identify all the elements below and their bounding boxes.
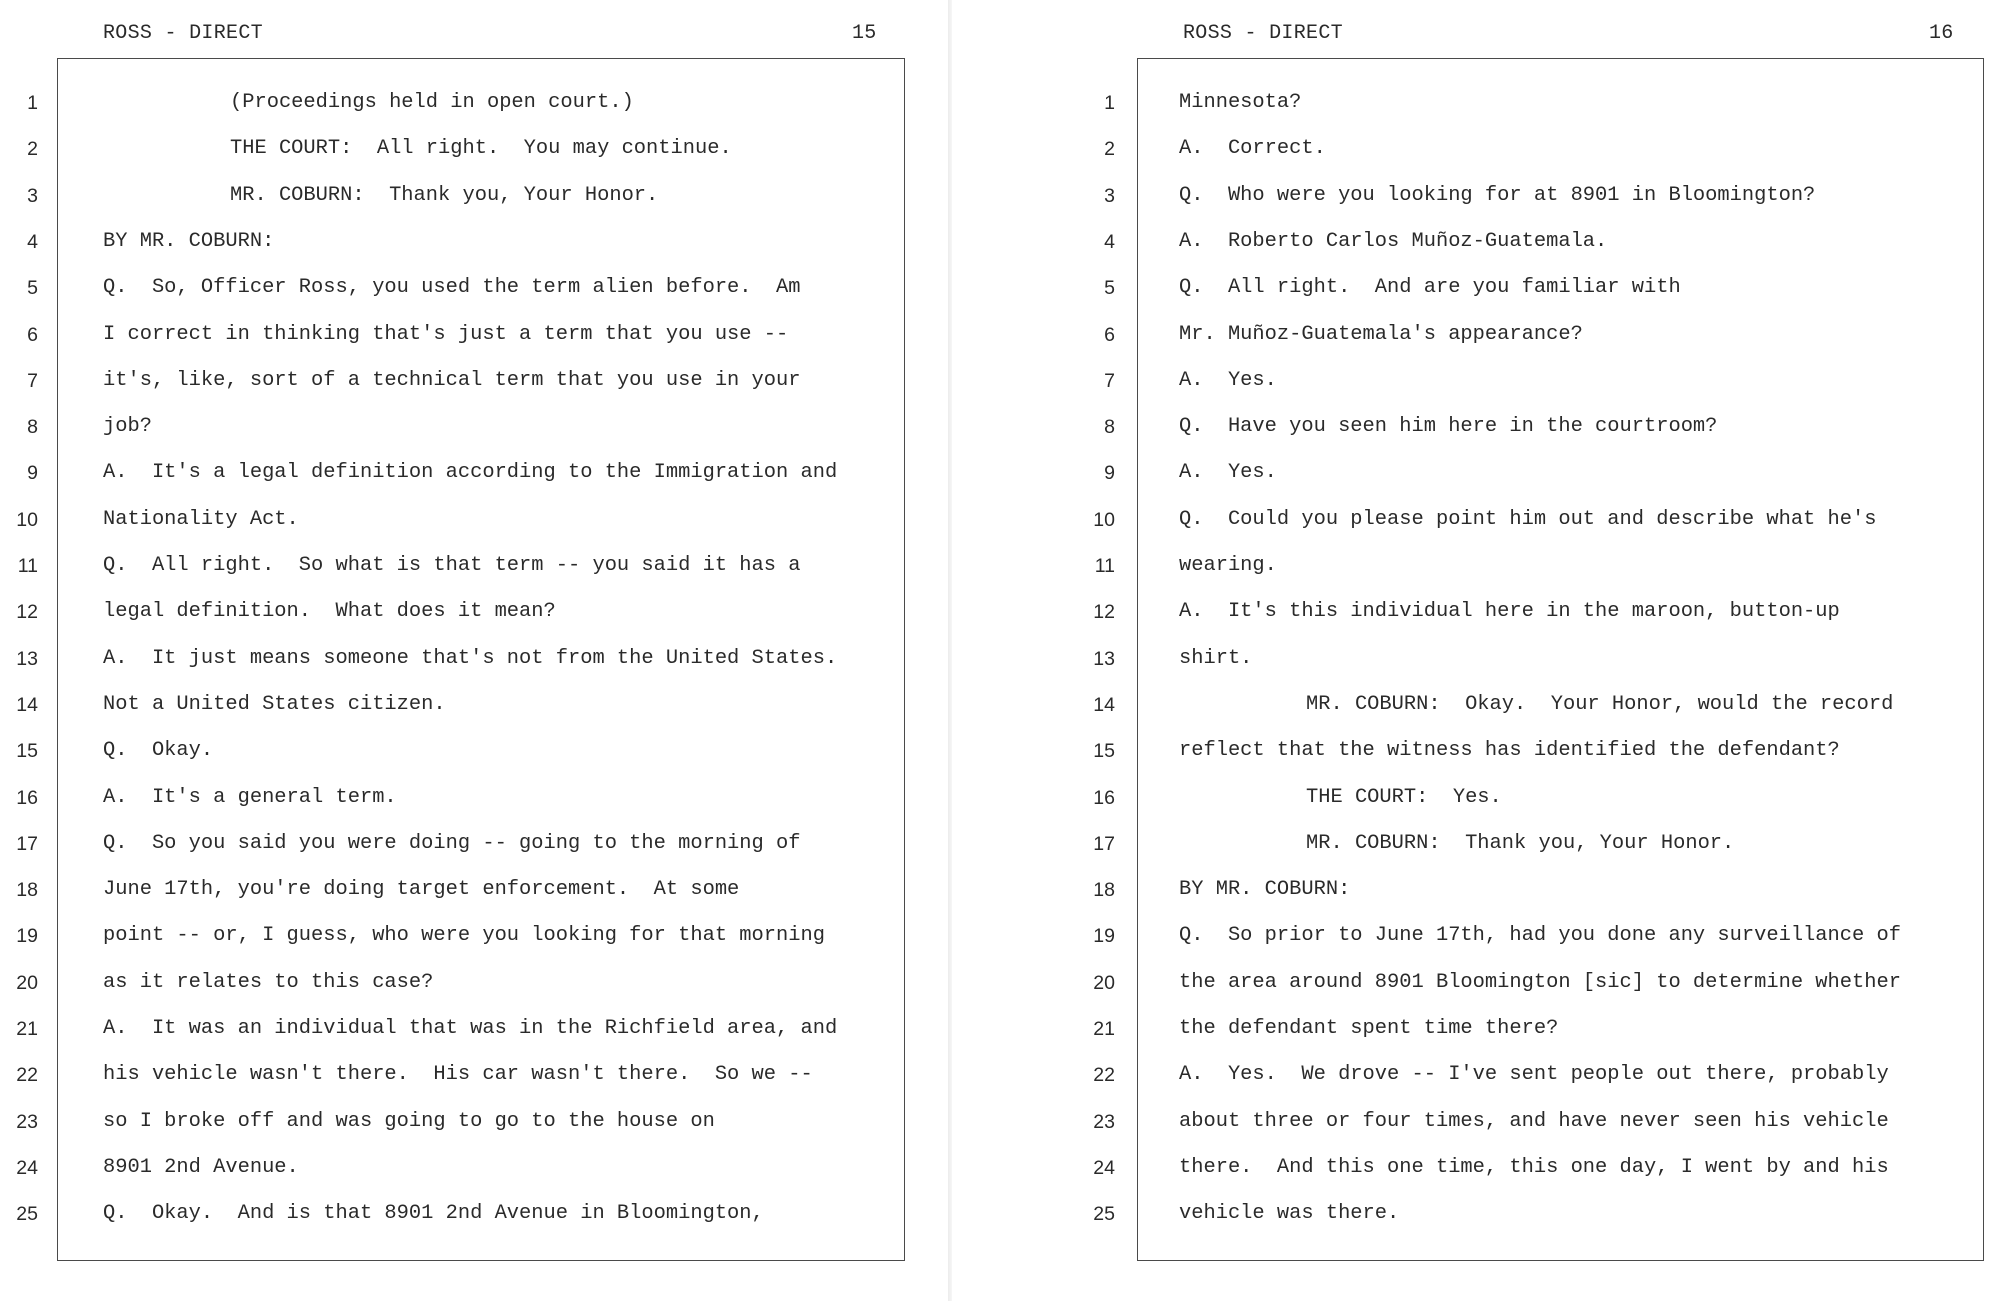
line-number: 1 [1104, 92, 1115, 114]
transcript-line-text: A. Yes. [1179, 461, 1277, 485]
transcript-line-text: Minnesota? [1179, 91, 1302, 114]
line-number: 16 [16, 786, 38, 809]
line-number: 12 [16, 601, 38, 624]
page-number: 16 [1929, 22, 1954, 45]
line-number: 15 [1093, 740, 1115, 763]
transcript-line-text: his vehicle wasn't there. His car wasn't there. So we -- [103, 1063, 813, 1087]
transcript-line-text: Q. All right. So what is that term -- you said it has a [103, 554, 801, 577]
transcript-line-text: Nationality Act. [103, 507, 299, 531]
line-number: 16 [1093, 786, 1115, 809]
transcript-line-text: BY MR. COBURN: [1179, 878, 1351, 902]
transcript-line-text: MR. COBURN: Okay. Your Honor, would the record [1306, 692, 1894, 716]
transcript-line-text: Q. So you said you were doing -- going to the morning of [103, 831, 801, 855]
line-number: 21 [1093, 1018, 1115, 1040]
transcript-line-text: THE COURT: Yes. [1306, 785, 1502, 809]
transcript-line-text: A. It just means someone that's not from the United States. [103, 646, 838, 670]
transcript-line-text: point -- or, I guess, who were you looking for that morning [103, 924, 825, 948]
line-number: 8 [27, 416, 38, 439]
line-number: 21 [16, 1018, 38, 1040]
transcript-line-text: wearing. [1179, 554, 1277, 577]
transcript-line-text: A. It's a general term. [103, 785, 397, 809]
transcript-line-text: MR. COBURN: Thank you, Your Honor. [230, 183, 659, 207]
line-number: 18 [1093, 879, 1115, 902]
transcript-line-text: A. Correct. [1179, 137, 1326, 161]
line-number: 10 [1093, 508, 1115, 531]
page-number: 15 [852, 22, 877, 45]
transcript-line-text: Q. All right. And are you familiar with [1179, 276, 1681, 300]
transcript-line-text: A. Roberto Carlos Muñoz-Guatemala. [1179, 229, 1608, 253]
line-number: 3 [27, 184, 38, 207]
transcript-line-text: Not a United States citizen. [103, 692, 446, 716]
transcript-line-text: so I broke off and was going to go to the house on [103, 1109, 715, 1133]
transcript-line-text: about three or four times, and have never seen his vehicle [1179, 1109, 1889, 1133]
line-number: 5 [27, 277, 38, 300]
transcript-line-text: job? [103, 415, 152, 439]
transcript-line-text: June 17th, you're doing target enforcement. At some [103, 878, 740, 902]
line-number: 19 [1093, 925, 1115, 948]
line-number: 5 [1104, 277, 1115, 300]
line-number: 1 [27, 92, 38, 114]
line-number: 2 [1104, 138, 1115, 161]
transcript-line-text: legal definition. What does it mean? [103, 600, 556, 624]
line-number: 9 [27, 462, 38, 485]
line-number: 24 [1093, 1156, 1115, 1179]
transcript-line-text: Q. So, Officer Ross, you used the term alien before. Am [103, 276, 801, 300]
line-number: 23 [1093, 1110, 1115, 1133]
transcript-line-text: Q. Okay. [103, 739, 214, 763]
line-number: 13 [1093, 647, 1115, 670]
line-number: 20 [16, 971, 38, 994]
line-number: 2 [27, 138, 38, 161]
line-number: 10 [16, 508, 38, 531]
line-number: 22 [1093, 1064, 1115, 1087]
transcript-line-text: Q. Who were you looking for at 8901 in Bloomington? [1179, 183, 1816, 207]
transcript-line-text: Q. Okay. And is that 8901 2nd Avenue in Bloomington, [103, 1202, 764, 1226]
line-number: 3 [1104, 184, 1115, 207]
line-number: 6 [27, 323, 38, 346]
line-number: 14 [1093, 693, 1115, 716]
transcript-line-text: A. Yes. [1179, 368, 1277, 392]
transcript-line-text: BY MR. COBURN: [103, 229, 275, 253]
transcript-page [0, 0, 948, 1301]
line-number: 25 [16, 1203, 38, 1226]
line-number: 7 [1104, 369, 1115, 392]
transcript-line-text: Q. So prior to June 17th, had you done any surveillance of [1179, 924, 1901, 948]
transcript-line-text: vehicle was there. [1179, 1202, 1400, 1226]
transcript-line-text: reflect that the witness has identified the defendant? [1179, 739, 1840, 763]
transcript-line-text: Q. Could you please point him out and describe what he's [1179, 507, 1877, 531]
line-number: 8 [1104, 416, 1115, 439]
transcript-line-text: A. It's a legal definition according to the Immigration and [103, 461, 838, 485]
line-number: 9 [1104, 462, 1115, 485]
transcript-line-text: 8901 2nd Avenue. [103, 1155, 299, 1179]
line-number: 7 [27, 369, 38, 392]
line-number: 13 [16, 647, 38, 670]
line-number: 14 [16, 693, 38, 716]
line-number: 18 [16, 879, 38, 902]
transcript-line-text: (Proceedings held in open court.) [230, 91, 634, 114]
transcript-line-text: the defendant spent time there? [1179, 1017, 1559, 1040]
transcript-line-text: A. It was an individual that was in the Richfield area, and [103, 1017, 838, 1040]
transcript-line-text: A. It's this individual here in the maroon, button-up [1179, 600, 1840, 624]
line-number: 19 [16, 925, 38, 948]
line-number: 4 [27, 230, 38, 253]
transcript-line-text: shirt. [1179, 646, 1253, 670]
transcript-line-text: THE COURT: All right. You may continue. [230, 137, 732, 161]
line-number: 11 [1094, 555, 1115, 577]
transcript-line-text: the area around 8901 Bloomington [sic] to determine whether [1179, 970, 1901, 994]
transcript-line-text: there. And this one time, this one day, I went by and his [1179, 1155, 1889, 1179]
line-number: 24 [16, 1156, 38, 1179]
line-number: 20 [1093, 971, 1115, 994]
transcript-page [952, 0, 2000, 1301]
transcript-line-text: A. Yes. We drove -- I've sent people out there, probably [1179, 1063, 1889, 1087]
line-number: 4 [1104, 230, 1115, 253]
transcript-line-text: it's, like, sort of a technical term that you use in your [103, 368, 801, 392]
line-number: 23 [16, 1110, 38, 1133]
line-number: 11 [17, 555, 38, 577]
transcript-line-text: Q. Have you seen him here in the courtroom? [1179, 415, 1718, 439]
page-header-title: ROSS - DIRECT [103, 22, 263, 45]
transcript-line-text: Mr. Muñoz-Guatemala's appearance? [1179, 322, 1583, 346]
line-number: 25 [1093, 1203, 1115, 1226]
line-number: 22 [16, 1064, 38, 1087]
line-number: 15 [16, 740, 38, 763]
transcript-line-text: as it relates to this case? [103, 970, 434, 994]
line-number: 17 [16, 832, 38, 855]
line-number: 12 [1093, 601, 1115, 624]
transcript-line-text: I correct in thinking that's just a term that you use -- [103, 322, 789, 346]
line-number: 6 [1104, 323, 1115, 346]
transcript-line-text: MR. COBURN: Thank you, Your Honor. [1306, 831, 1735, 855]
line-number: 17 [1093, 832, 1115, 855]
page-header-title: ROSS - DIRECT [1183, 22, 1343, 45]
